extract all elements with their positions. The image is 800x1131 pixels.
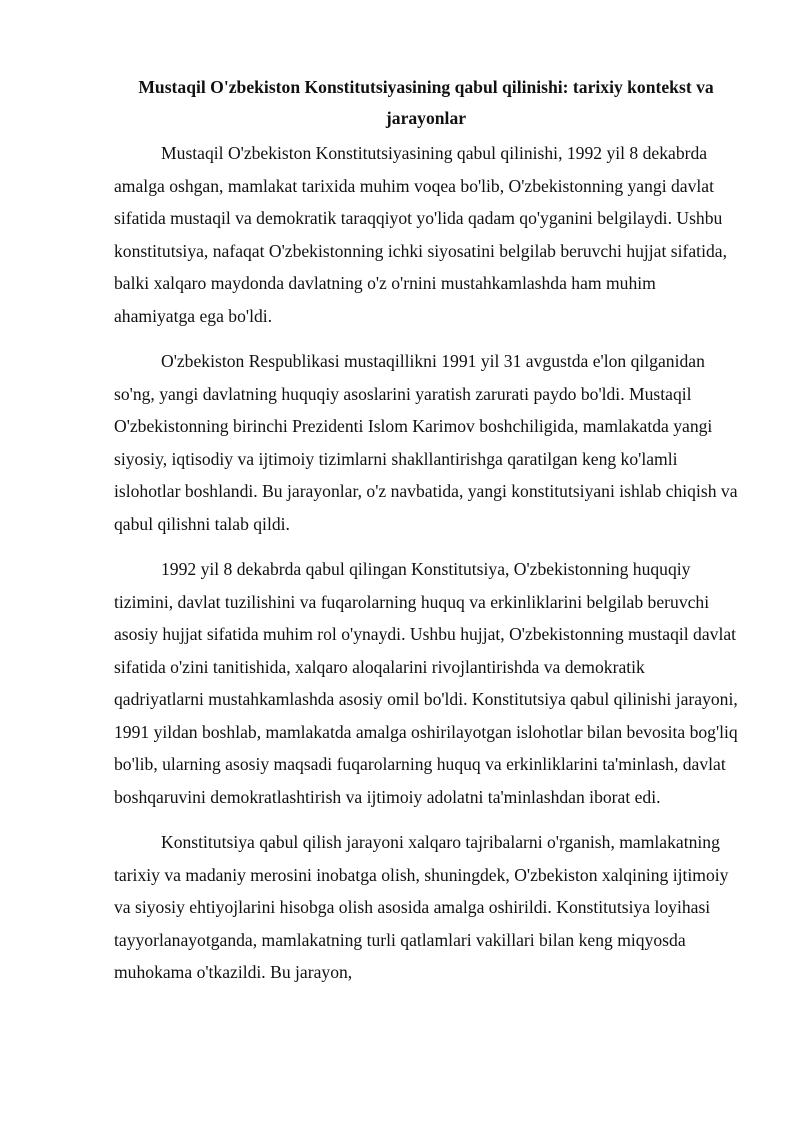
paragraph-1: Mustaqil O'zbekiston Konstitutsiyasining qabul qilinishi, 1992 yil 8 dekabrda amalga oshgan, mamlakat tarixida muhim voqea bo'lib, O'zbekistonning yangi davlat sifatida mustaqil va demokratik taraqqiyot yo'lida qadam qo'yganini belgilaydi. Ushbu konstitutsiya, nafaqat O'zbekistonning ichki siyosatini belgilab beruvchi hujjat sifatida, balki xalqaro maydonda davlatning o'z o'rnini mustahkamlashda ham muhim ahamiyatga ega bo'ldi.	[114, 143, 727, 326]
paragraph-4: Konstitutsiya qabul qilish jarayoni xalqaro tajribalarni o'rganish, mamlakatning tarixiy va madaniy merosini inobatga olish, shuningdek, O'zbekiston xalqining ijtimoiy va siyosiy ehtiyojlarini hisobga olish asosida amalga oshirildi. Konstitutsiya loyihasi tayyorlanayotganda, mamlakatning turli qatlamlari vakillari bilan keng miqyosda muhokama o'tkazildi. Bu jarayon,	[114, 832, 729, 982]
paragraph-3: 1992 yil 8 dekabrda qabul qilingan Konstitutsiya, O'zbekistonning huquqiy tizimini, davlat tuzilishini va fuqarolarning huquq va erkinliklarini belgilab beruvchi asosiy hujjat sifatida muhim rol o'ynaydi. Ushbu hujjat, O'zbekistonning mustaqil davlat sifatida o'zini tanitishida, xalqaro aloqalarini rivojlantirishda va demokratik qadriyatlarni mustahkamlashda asosiy omil bo'ldi. Konstitutsiya qabul qilinishi jarayoni, 1991 yildan boshlab, mamlakatda amalga oshirilayotgan islohotlar bilan bevosita bog'liq bo'lib, ularning asosiy maqsadi fuqarolarning huquq va erkinliklarini ta'minlash, davlat boshqaruvini demokratlashtirish va ijtimoiy adolatni ta'minlashdan iborat edi.	[114, 559, 738, 807]
document-title: Mustaqil O'zbekiston Konstitutsiyasining qabul qilinishi: tarixiy kontekst va jarayonlar	[138, 77, 714, 128]
paragraph-2: O'zbekiston Respublikasi mustaqillikni 1991 yil 31 avgustda e'lon qilganidan so'ng, yangi davlatning huquqiy asoslarini yaratish zarurati paydo bo'ldi. Mustaqil O'zbekistonning birinchi Prezidenti Islom Karimov boshchiligida, mamlakatda yangi siyosiy, iqtisodiy va ijtimoiy tizimlarni shakllantirishga qaratilgan keng ko'lamli islohotlar boshlandi. Bu jarayonlar, o'z navbatida, yangi konstitutsiyani ishlab chiqish va qabul qilishni talab qildi.	[114, 351, 738, 534]
